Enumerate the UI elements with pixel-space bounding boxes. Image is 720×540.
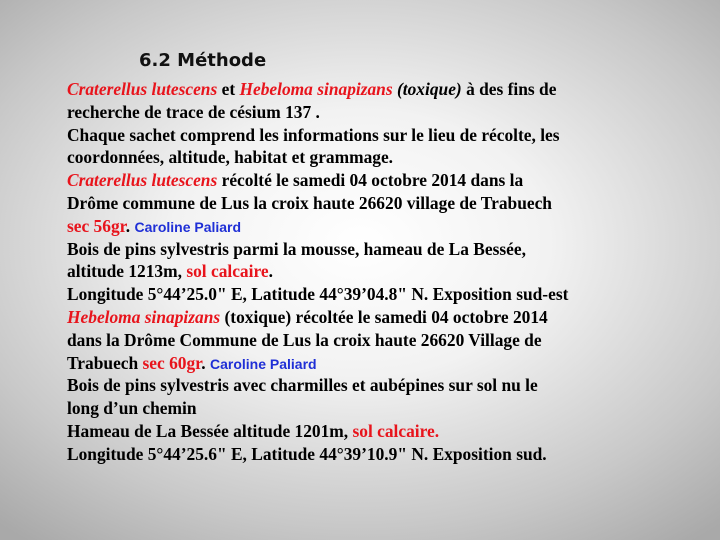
- text-segment: Bois de pins sylvestris avec charmilles et aubépines sur sol nu le: [67, 375, 538, 396]
- text-line: [67, 352, 717, 375]
- text-segment: Longitude 5°44’25.0" E, Latitude 44°39’04.8" N. Exposition sud-est: [67, 284, 569, 305]
- text-segment: récolté le samedi 04 octobre 2014 dans la: [217, 170, 524, 191]
- highlight-text: sol calcaire.: [352, 420, 440, 441]
- slide-body-text: [67, 78, 717, 466]
- section-heading: 6.2 Méthode: [139, 50, 267, 71]
- text-line: [67, 238, 717, 261]
- text-segment: altitude 1213m,: [67, 261, 187, 282]
- text-line: [67, 215, 717, 238]
- text-segment: (toxique): [396, 79, 462, 99]
- text-segment: Bois de pins sylvestris parmi la mousse, hameau de La Bessée,: [67, 238, 526, 259]
- text-line: [67, 78, 717, 101]
- text-segment: (toxique) récoltée le samedi 04 octobre 2014: [220, 306, 548, 327]
- species-name: Craterellus lutescens: [67, 170, 218, 191]
- text-segment: recherche de trace de césium 137 .: [67, 101, 320, 122]
- text-line: [67, 397, 717, 420]
- text-segment: Trabuech: [67, 352, 143, 373]
- text-line: [67, 329, 717, 352]
- text-line: [67, 420, 717, 443]
- text-segment: Hameau de La Bessée altitude 1201m,: [67, 420, 353, 441]
- text-line: [67, 374, 717, 397]
- highlight-text: sol calcaire: [186, 261, 269, 282]
- species-name: Hebeloma sinapizans: [67, 306, 221, 327]
- species-name: Hebeloma sinapizans: [239, 79, 393, 99]
- text-line: [67, 283, 717, 306]
- text-segment: .: [201, 352, 210, 373]
- author-name: Caroline Paliard: [210, 355, 317, 372]
- species-name: Craterellus lutescens: [67, 79, 218, 99]
- text-line: [67, 146, 717, 169]
- text-segment: long d’un chemin: [67, 398, 197, 419]
- highlight-text: sec 60gr: [142, 352, 202, 373]
- text-segment: .: [125, 215, 135, 236]
- text-line: [67, 260, 717, 283]
- text-line: [67, 443, 717, 466]
- text-line: [67, 306, 717, 329]
- highlight-text: sec 56gr: [67, 215, 126, 236]
- text-segment: dans la Drôme Commune de Lus la croix haute 26620 Village de: [67, 329, 542, 350]
- text-segment: et: [217, 79, 240, 99]
- text-line: [67, 169, 717, 192]
- text-segment: à des fins de: [461, 79, 557, 99]
- text-line: [67, 101, 717, 124]
- author-name: Caroline Paliard: [134, 218, 242, 235]
- text-segment: Chaque sachet comprend les informations sur le lieu de récolte, les: [67, 124, 560, 145]
- text-line: [67, 192, 717, 215]
- text-line: [67, 124, 717, 147]
- text-segment: coordonnées, altitude, habitat et grammage.: [67, 147, 394, 168]
- text-segment: .: [268, 261, 273, 282]
- text-segment: Longitude 5°44’25.6" E, Latitude 44°39’10.9" N. Exposition sud.: [67, 443, 547, 464]
- text-segment: Drôme commune de Lus la croix haute 26620 village de Trabuech: [67, 192, 552, 213]
